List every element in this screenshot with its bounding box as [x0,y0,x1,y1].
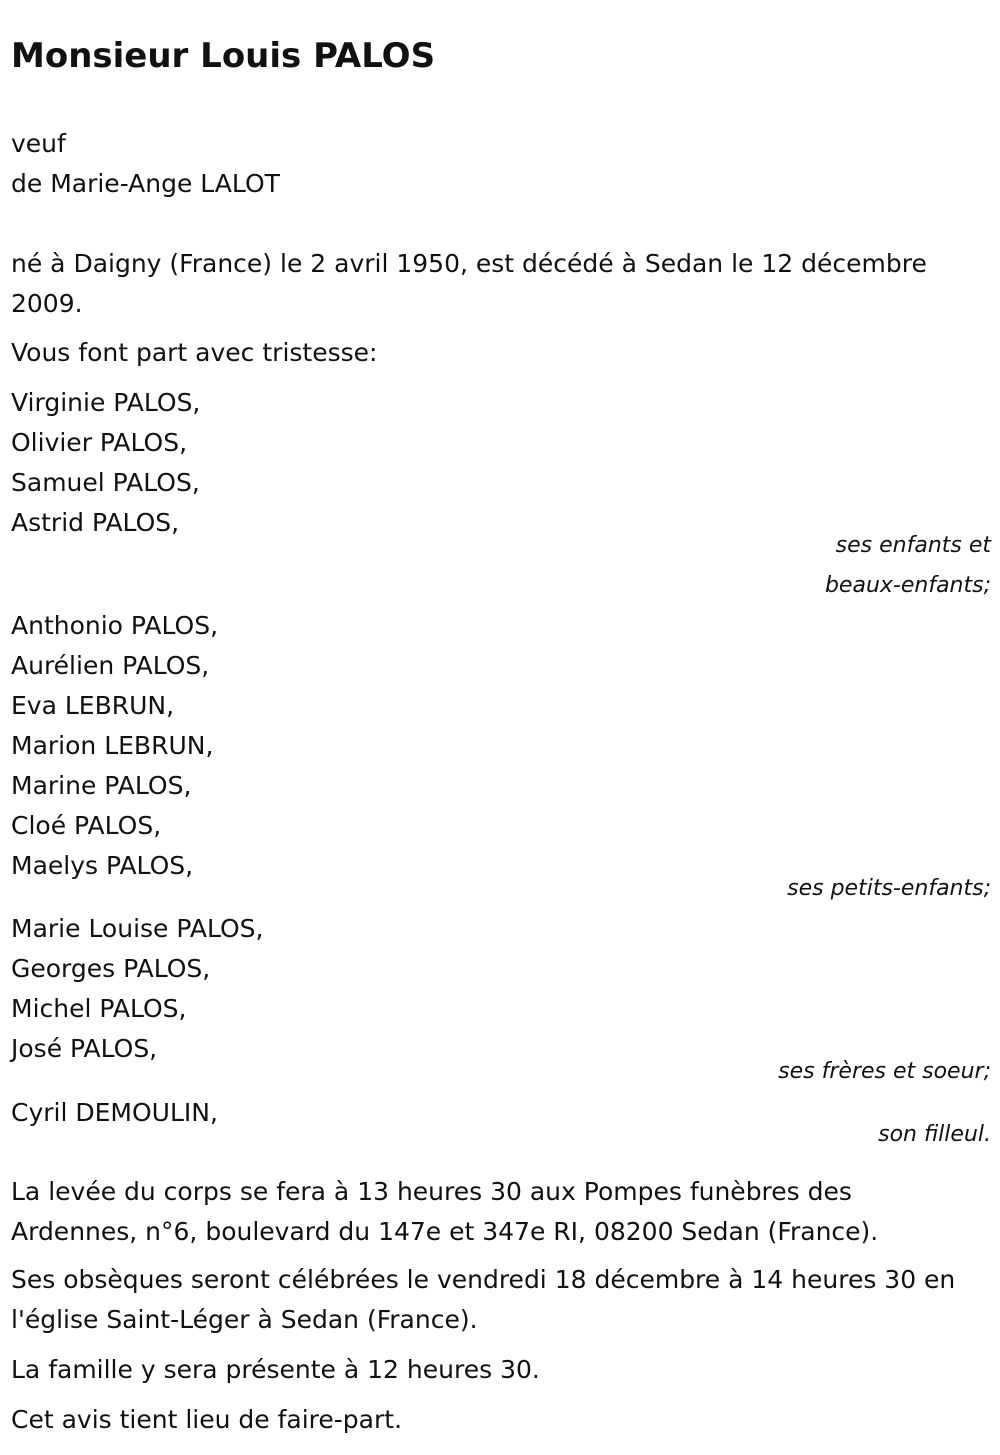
marital-status-line: veuf [11,129,66,158]
family-member-name: Samuel PALOS, [11,468,200,497]
family-member-name: Eva LEBRUN, [11,691,175,720]
family-member-name: Virginie PALOS, [11,388,201,417]
family-member-name: Anthonio PALOS, [11,611,219,640]
body-removal-paragraph: La levée du corps se fera à 13 heures 30 aux Pompes funèbres des Ardennes, n°6, boulevard du 147e et 347e RI, 08200 Sedan (France). [11,1177,879,1246]
notice-closing-line: Cet avis tient lieu de faire-part. [11,1405,403,1434]
family-member-name: Marine PALOS, [11,771,192,800]
funeral-service-paragraph: Ses obsèques seront célébrées le vendredi 18 décembre à 14 heures 30 en l'église Saint-Léger à Sedan (France). [11,1265,956,1334]
birth-death-paragraph: né à Daigny (France) le 2 avril 1950, est décédé à Sedan le 12 décembre 2009. [11,249,927,318]
grandchildren-relation-label: ses petits-enfants; [787,876,991,901]
family-member-name: Maelys PALOS, [11,851,194,880]
godson-relation-label: son filleul. [878,1122,991,1147]
announcement-line: Vous font part avec tristesse: [11,338,378,367]
family-member-name: Cloé PALOS, [11,811,162,840]
family-member-name: Cyril DEMOULIN, [11,1098,218,1127]
family-member-name: José PALOS, [11,1034,158,1063]
family-presence-line: La famille y sera présente à 12 heures 30. [11,1355,540,1384]
siblings-list [11,909,263,1069]
family-member-name: Michel PALOS, [11,994,187,1023]
grandchildren-list [11,606,218,886]
godson-list [11,1093,218,1133]
relation-label-line: beaux-enfants; [824,573,991,598]
deceased-name-heading: Monsieur Louis PALOS [11,36,436,76]
spouse-line: de Marie-Ange LALOT [11,169,280,198]
relation-label-line: ses enfants et [835,533,991,558]
siblings-relation-label: ses frères et soeur; [778,1059,991,1084]
family-member-name: Marie Louise PALOS, [11,914,264,943]
family-member-name: Georges PALOS, [11,954,211,983]
family-member-name: Olivier PALOS, [11,428,188,457]
family-member-name: Astrid PALOS, [11,508,180,537]
family-member-name: Marion LEBRUN, [11,731,214,760]
children-relation-label [825,526,991,606]
family-member-name: Aurélien PALOS, [11,651,210,680]
children-list [11,383,200,543]
